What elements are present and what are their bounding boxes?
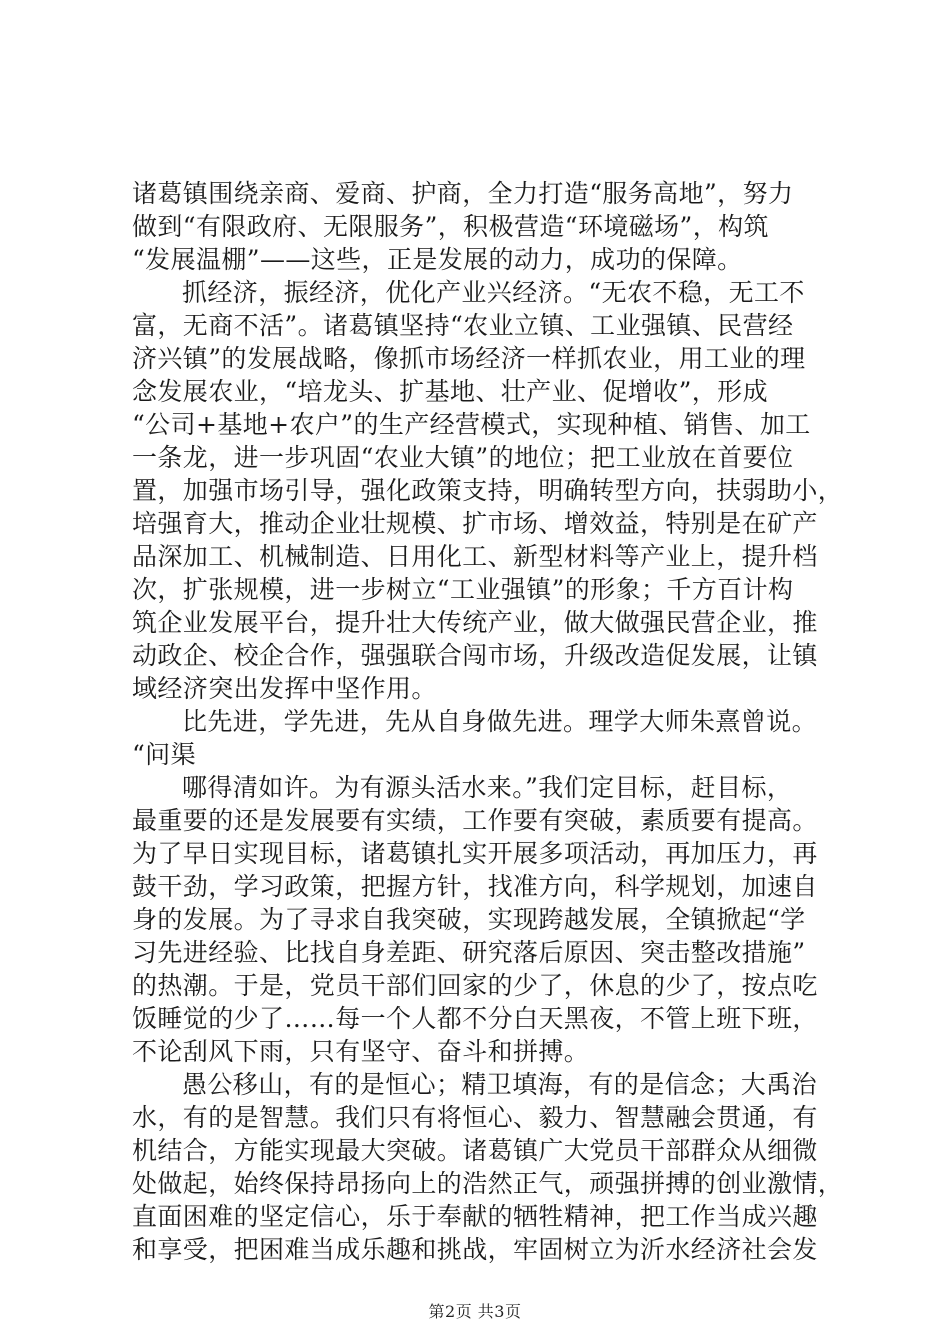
paragraph-start-line: 抓经济，振经济，优化产业兴经济。“无农不稳，无工不 [182,278,805,307]
page-number-footer: 第2页 共3页 [428,1302,522,1321]
paragraph-start-line: 哪得清如许。为有源头活水来。”我们定目标，赶目标， [182,773,793,802]
text-line: 鼓干劲，学习政策，把握方针，找准方向，科学规划，加速自 [132,872,818,901]
paragraph-start-line: 愚公移山，有的是恒心；精卫填海，有的是信念；大禹治 [182,1070,818,1099]
text-line: 动政企、校企合作，强强联合闯市场，升级改造促发展，让镇 [132,641,818,670]
text-line: 机结合，方能实现最大突破。诸葛镇广大党员干部群众从细微 [132,1136,818,1165]
text-line: 品深加工、机械制造、日用化工、新型材料等产业上，提升档 [132,542,818,571]
text-line: “发展温棚”——这些，正是发展的动力，成功的保障。 [132,245,743,274]
text-line: 的热潮。于是，党员干部们回家的少了，休息的少了，按点吃 [132,971,818,1000]
text-line: 饭睡觉的少了……每一个人都不分白天黑夜，不管上班下班， [132,1004,818,1033]
text-line: 富，无商不活”。诸葛镇坚持“农业立镇、工业强镇、民营经 [132,311,794,340]
text-line: 水，有的是智慧。我们只有将恒心、毅力、智慧融会贯通，有 [132,1103,818,1132]
text-line: 一条龙，进一步巩固“农业大镇”的地位；把工业放在首要位 [132,443,794,472]
text-line: 培强育大，推动企业壮规模、扩市场、增效益，特别是在矿产 [132,509,818,538]
text-line: 做到“有限政府、无限服务”，积极营造“环境磁场”，构筑 [132,212,769,241]
text-line: 诸葛镇围绕亲商、爱商、护商，全力打造“服务高地”，努力 [132,179,794,208]
text-line: “问渠 [132,740,196,769]
text-line: 域经济突出发挥中坚作用。 [132,674,437,703]
text-line: 济兴镇”的发展战略，像抓市场经济一样抓农业，用工业的理 [132,344,806,373]
text-line: 最重要的还是发展要有实绩，工作要有突破，素质要有提高。 [132,806,818,835]
text-line: 直面困难的坚定信心，乐于奉献的牺牲精神，把工作当成兴趣 [132,1202,818,1231]
text-line: 次，扩张规模，进一步树立“工业强镇”的形象；千方百计构 [132,575,794,604]
text-line: 念发展农业，“培龙头、扩基地、壮产业、促增收”，形成 [132,377,768,406]
text-line: 不论刮风下雨，只有坚守、奋斗和拼搏。 [132,1037,590,1066]
paragraph-start-line: 比先进，学先进，先从自身做先进。理学大师朱熹曾说。 [182,707,818,736]
text-line: 和享受，把困难当成乐趣和挑战，牢固树立为沂水经济社会发 [132,1235,818,1264]
text-line: 处做起，始终保持昂扬向上的浩然正气，顽强拼搏的创业激情， [132,1169,844,1198]
text-line: 为了早日实现目标，诸葛镇扎实开展多项活动，再加压力，再 [132,839,818,868]
text-line: “公司+基地+农户”的生产经营模式，实现种植、销售、加工 [132,410,811,439]
text-line: 筑企业发展平台，提升壮大传统产业，做大做强民营企业，推 [132,608,818,637]
text-line: 身的发展。为了寻求自我突破，实现跨越发展，全镇掀起“学 [132,905,806,934]
text-line: 置，加强市场引导，强化政策支持，明确转型方向，扶弱助小， [132,476,844,505]
text-line: 习先进经验、比找自身差距、研究落后原因、突击整改措施” [132,938,806,967]
